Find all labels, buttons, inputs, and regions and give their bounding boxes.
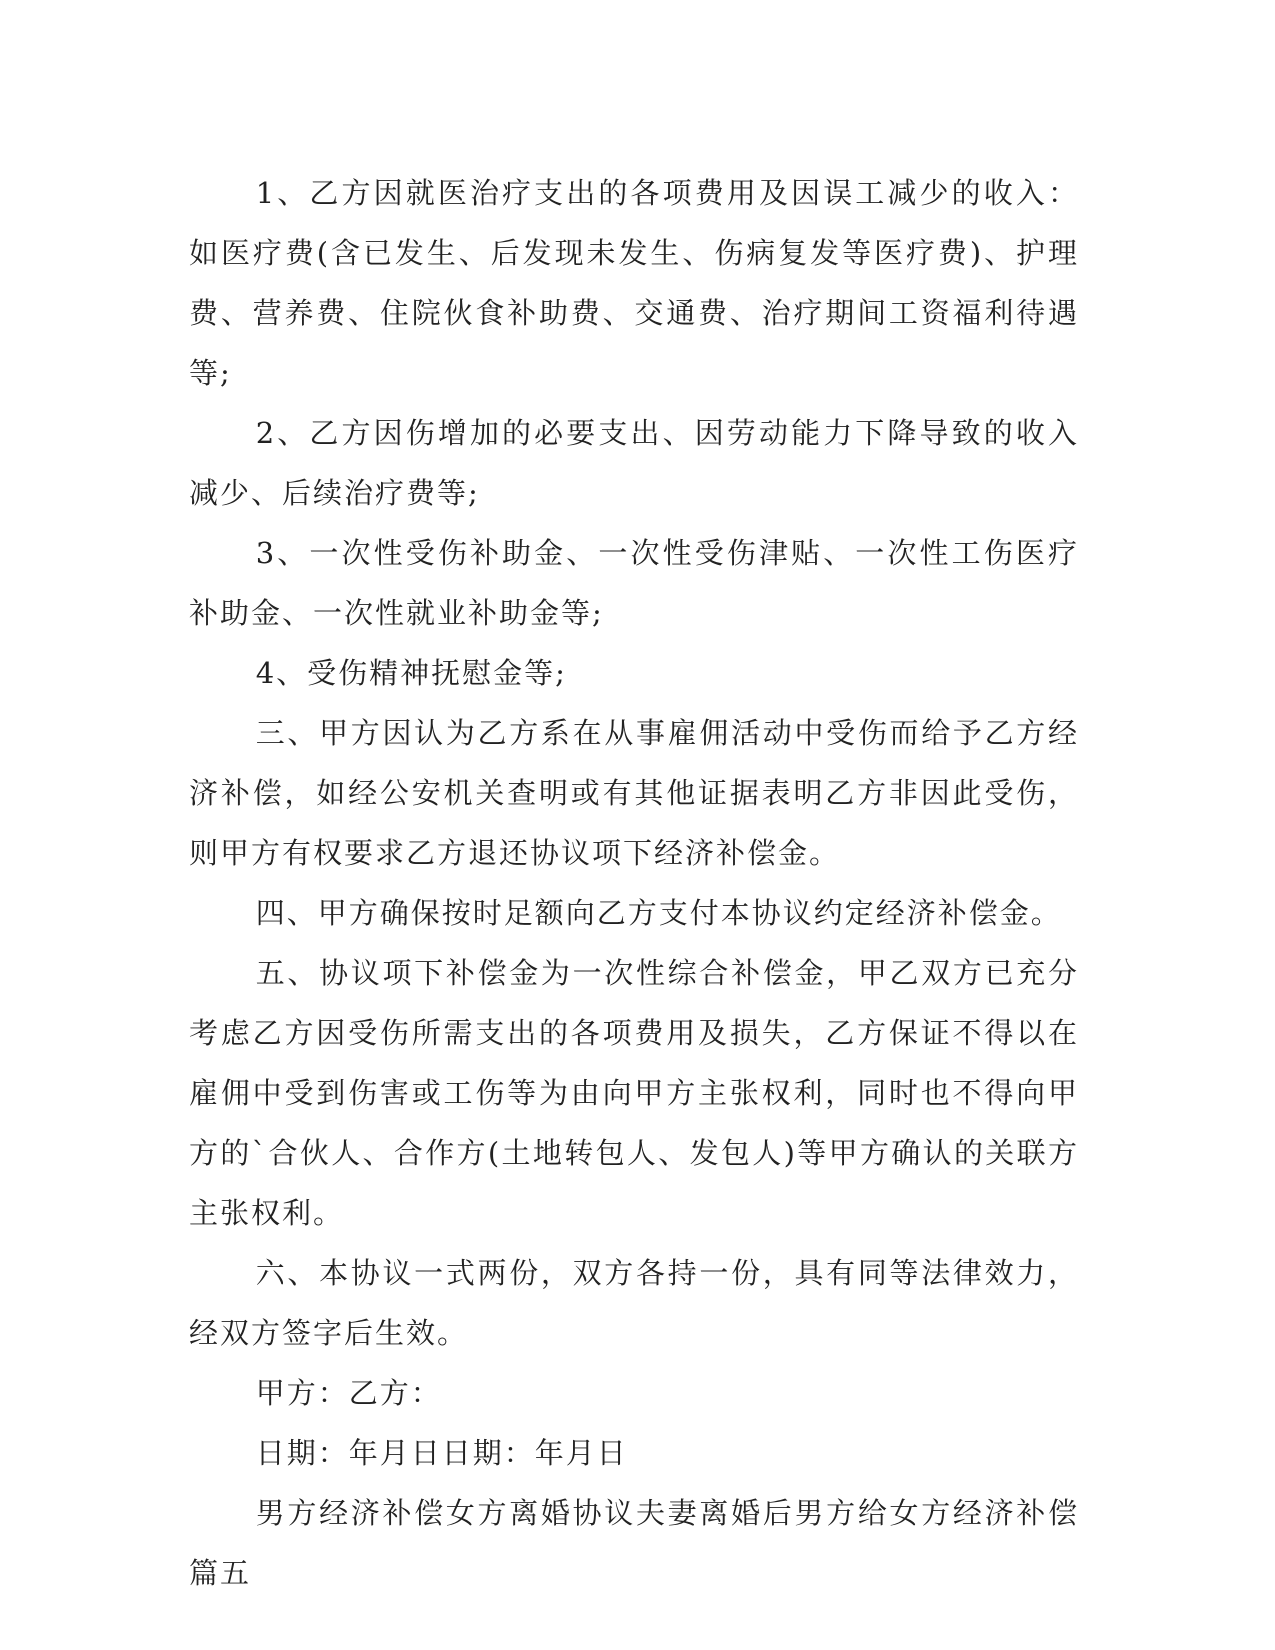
clause-4-mental-compensation: 4、受伤精神抚慰金等;: [255, 656, 567, 690]
document-body: [189, 163, 1079, 1603]
article-6-copies-and-effect: 六、本协议一式两份，双方各持一份，具有同等法律效力，经双方签字后生效。: [189, 1256, 1079, 1350]
clause-1-medical-costs: 1、乙方因就医治疗支出的各项费用及因误工减少的收入：如医疗费(含已发生、后发现未发生、伤病复发等医疗费)、护理费、营养费、住院伙食补助费、交通费、治疗期间工资福利待遇等;: [189, 176, 1079, 390]
article-4-payment-guarantee: 四、甲方确保按时足额向乙方支付本协议约定经济补偿金。: [255, 896, 1062, 930]
clause-3-one-time-subsidies: 3、一次性受伤补助金、一次性受伤津贴、一次性工伤医疗补助金、一次性就业补助金等;: [189, 536, 1079, 630]
date-line: 日期：年月日日期：年月日: [255, 1436, 628, 1470]
article-5-comprehensive-compensation: 五、协议项下补偿金为一次性综合补偿金，甲乙双方已充分考虑乙方因受伤所需支出的各项费用及损失，乙方保证不得以在雇佣中受到伤害或工伤等为由向甲方主张权利，同时也不得向甲方的`合伙人、合作方(土地转包人、发包人)等甲方确认的关联方主张权利。: [189, 956, 1079, 1230]
clause-2-necessary-expenses: 2、乙方因伤增加的必要支出、因劳动能力下降导致的收入减少、后续治疗费等;: [189, 416, 1079, 510]
next-section-heading: 男方经济补偿女方离婚协议夫妻离婚后男方给女方经济补偿篇五: [189, 1496, 1079, 1590]
article-3-refund-condition: 三、甲方因认为乙方系在从事雇佣活动中受伤而给予乙方经济补偿，如经公安机关查明或有其他证据表明乙方非因此受伤，则甲方有权要求乙方退还协议项下经济补偿金。: [189, 716, 1079, 870]
signature-line: 甲方：乙方：: [255, 1376, 442, 1410]
